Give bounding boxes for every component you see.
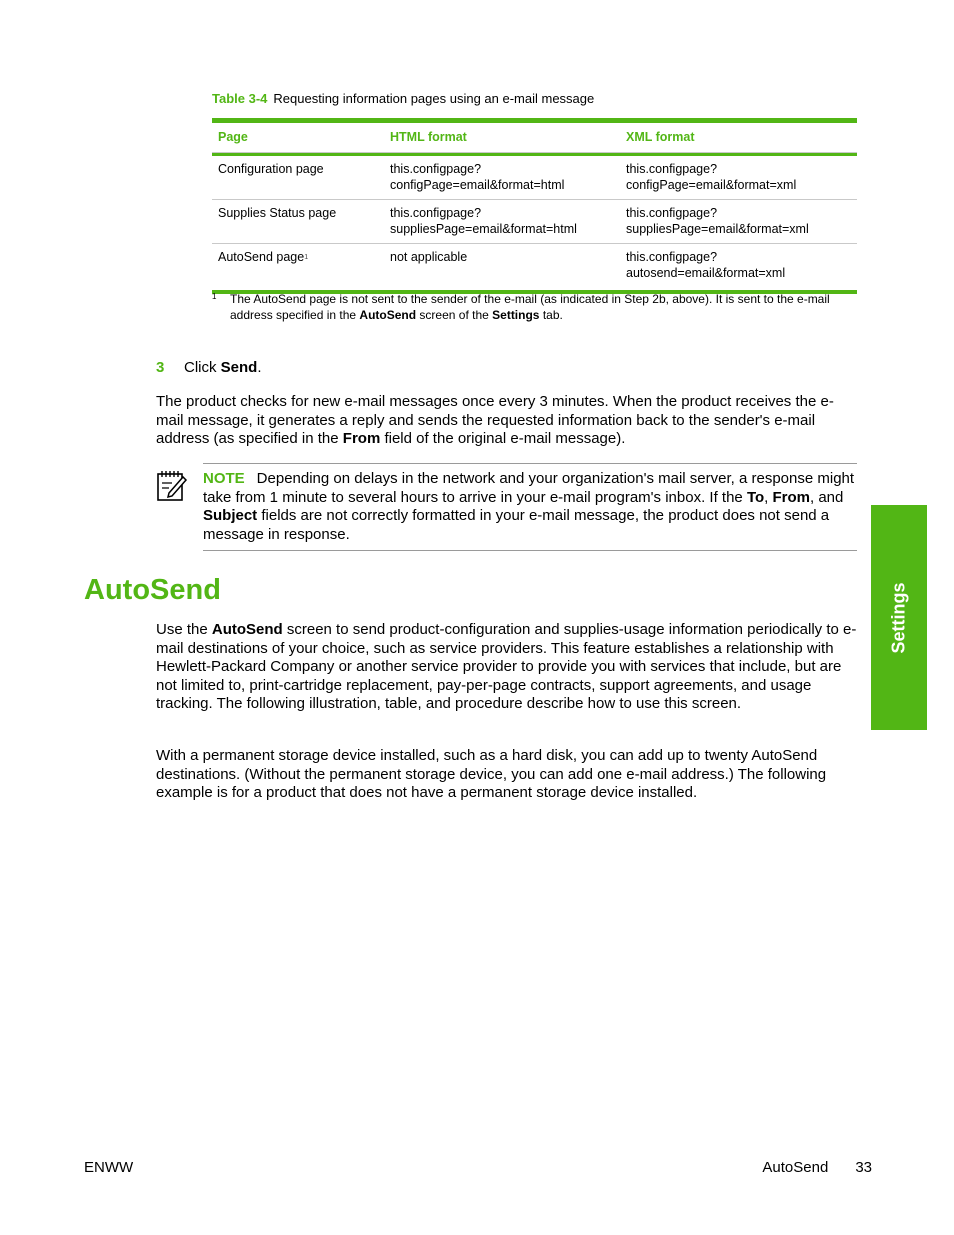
table-header-row (212, 123, 857, 153)
cell-text: configPage=email&format=xml (626, 177, 797, 192)
cell-text: this.configpage? (390, 162, 482, 176)
paragraph-text: The product checks for new e-mail messages once every 3 minutes. When the product receives the e-mail message, it generates a reply and sends the requested information back to the sender's e-mail address (as specified in the (156, 393, 834, 448)
table-cell (384, 162, 620, 199)
table-caption (212, 91, 594, 106)
note-bold: Subject (203, 507, 258, 525)
footer-left: ENWW (84, 1159, 134, 1176)
cell-text: this.configpage? (626, 162, 718, 176)
page-number: 33 (855, 1159, 872, 1176)
table-cell (384, 206, 620, 243)
footnote-bold: AutoSend (359, 308, 417, 322)
table-header-cell: XML format (626, 129, 695, 144)
footnote-text-part: tab. (539, 308, 563, 322)
table-header-cell: Page (218, 129, 248, 144)
body-paragraph (156, 621, 858, 714)
footnote-ref: 1 (304, 254, 309, 261)
procedure-step (156, 359, 262, 376)
note-bold: To (746, 488, 765, 506)
step-number: 3 (156, 359, 165, 376)
note-text: , (764, 488, 773, 506)
footer-right (762, 1159, 872, 1176)
footnote-text-part: The AutoSend page is not sent to the sender of the e-mail (as indicated in Step 2b, above). It is sent to the e-mail address specified in the (230, 292, 830, 322)
footnote-bold: Settings (492, 308, 540, 322)
body-paragraph: With a permanent storage device installed, such as a hard disk, you can add up to twenty AutoSend destinations. (Without the permanent storage device, you can add one e-mail address.) The following example is for a product that does not have a permanent storage device installed. (156, 747, 827, 802)
table-header-cell: HTML format (390, 129, 467, 144)
step-end: . (257, 359, 262, 376)
cell-text: this.configpage? (390, 206, 482, 220)
chapter-side-tab (871, 505, 927, 730)
table-cell (620, 206, 857, 243)
note-pad-icon (156, 467, 188, 503)
table-title: Requesting information pages using an e-mail message (273, 91, 595, 106)
table-cell (212, 162, 384, 199)
table-row (212, 244, 857, 290)
cell-text: suppliesPage=email&format=xml (626, 221, 809, 236)
cell-text: suppliesPage=email&format=html (390, 221, 577, 236)
table-cell (620, 250, 857, 290)
cell-text: this.configpage? (626, 250, 718, 264)
body-paragraph (156, 393, 858, 449)
cell-text: not applicable (390, 250, 468, 264)
footnote-text-part: screen of the (416, 308, 493, 322)
paragraph-bold: From (342, 430, 381, 448)
note-callout (156, 463, 857, 551)
table-cell (384, 250, 620, 290)
cell-text: autosend=email&format=xml (626, 265, 786, 280)
cell-text: Configuration page (218, 162, 324, 176)
cell-text: configPage=email&format=html (390, 177, 565, 192)
footnote-text (230, 291, 840, 323)
note-text: , and (810, 488, 844, 506)
cell-text: Supplies Status page (218, 206, 337, 220)
table-cell (212, 250, 384, 290)
note-text: fields are not correctly formatted in your e-mail message, the product does not send a message in response. (203, 507, 830, 543)
note-body (203, 463, 857, 551)
table-cell (212, 206, 384, 243)
paragraph-bold: AutoSend (211, 621, 283, 638)
paragraph-text: screen to send product-configuration and supplies-usage information periodically to e-mail destinations of your choice, such as service providers. This feature establishes a relationship with Hewlett-Packard Company or another service provider to provide you with services that include, but are not limited to, print-cartridge replacement, pay-per-page contracts, support agreements, and usage tracking. The following illustration, table, and procedure describe how to use this screen. (156, 621, 857, 713)
cell-text: AutoSend page (218, 250, 305, 264)
note-bold: From (772, 488, 810, 506)
footer-section: AutoSend (762, 1159, 829, 1176)
section-heading: AutoSend (84, 574, 221, 606)
cell-text: this.configpage? (626, 206, 718, 220)
step-text: Click (184, 359, 221, 376)
side-tab-label: Settings (888, 581, 909, 654)
note-text: Depending on delays in the network and your organization's mail server, a response might take from 1 minute to several hours to arrive in your e-mail program's inbox. If the (203, 470, 855, 506)
step-bold: Send (220, 359, 258, 376)
table-row (212, 200, 857, 244)
footnote-mark: 1 (212, 292, 217, 301)
info-pages-table (212, 118, 857, 294)
table-cell (620, 162, 857, 199)
table-number: Table 3-4 (212, 91, 268, 106)
paragraph-text: field of the original e-mail message). (380, 430, 626, 448)
table-row (212, 156, 857, 200)
paragraph-text: Use the (156, 621, 212, 638)
table-footnote (212, 291, 857, 323)
note-label: NOTE (203, 470, 245, 487)
